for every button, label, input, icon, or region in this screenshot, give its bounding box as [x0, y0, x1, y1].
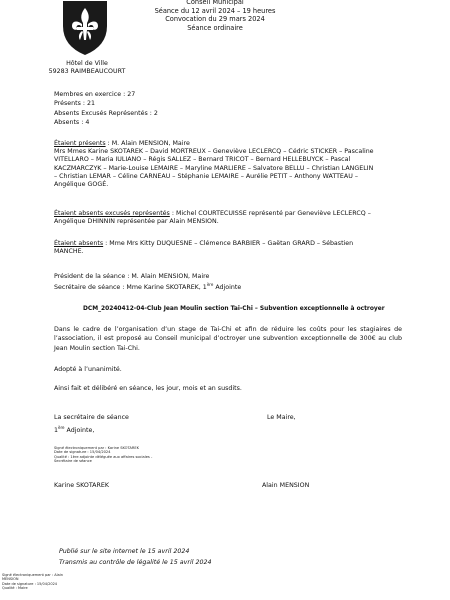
- absents-first-line: Étaient absents : Mme Mrs Kitty DUQUESNE – Clémence BARBIER – Gaëtan GRARD – Sébastien: [54, 240, 354, 247]
- presents-first-line: Étaient présents : M. Alain MENSION, Maire: [54, 140, 190, 147]
- e-signature-line: Date de signature : 15/04/2024: [54, 450, 111, 455]
- legality-transmission: Transmis au contrôle de légalité le 15 avril 2024: [59, 559, 212, 566]
- excused-count: Absents Excusés Représentés : 2: [54, 109, 158, 117]
- adopted-statement: Adopté à l’unanimité.: [54, 366, 122, 373]
- secretary-signature-title: La secrétaire de séance: [54, 414, 129, 421]
- closing-statement: Ainsi fait et délibéré en séance, les jour, mois et an susdits.: [54, 385, 242, 392]
- e-signature-line: Qualité : 1ère adjointe déléguée aux affaires sociales -: [54, 454, 153, 459]
- excused-first-line: Étaient absents excusés représentés : Michel COURTECUISSE représenté par Geneviève LECLERCQ –: [54, 210, 371, 217]
- e-signature-line: MENSION: [2, 577, 19, 582]
- secretary-signature-role: 1ère Adjointe,: [54, 425, 95, 435]
- present-count: Présents : 21: [54, 100, 96, 108]
- mayor-name: Alain MENSION: [262, 482, 310, 489]
- session-type: Séance ordinaire: [187, 23, 243, 32]
- presents-line: VITELLARO – Maria IULIANO – Régis SALLEZ – Bernard TRICOT – Bernard HELLEBUYCK – Pascal: [54, 156, 351, 164]
- council-title: Conseil Municipal: [186, 0, 244, 6]
- members-count: Membres en exercice : 27: [54, 91, 136, 98]
- presents-line: Angélique GOGÉ.: [54, 181, 109, 189]
- secretary-name: Karine SKOTAREK: [54, 482, 109, 489]
- shield-logo: [60, 0, 110, 56]
- e-signature-line: Secrétaire de séance: [54, 459, 92, 464]
- e-signature-line: Signé électroniquement par : Alain: [2, 573, 63, 577]
- presents-line: Mrs Mmes Karine SKOTAREK – David MORTREUX – Geneviève LECLERCQ – Cédric STICKER – Pascaline: [54, 148, 374, 156]
- town-hall-label: Hôtel de Ville: [66, 60, 108, 67]
- town-postal: 59283 RAIMBEAUCOURT: [48, 68, 126, 76]
- e-signature-line: Qualité : Maire: [2, 585, 28, 590]
- session-president: Président de la séance : M. Alain MENSION, Maire: [54, 273, 210, 280]
- session-date: Séance du 12 avril 2024 – 19 heures: [154, 6, 276, 15]
- presents-line: – Christian LEMAR – Céline CARNEAU – Stéphanie LEMAIRE – Aurélie PETIT – Anthony WATTEAU –: [54, 172, 358, 180]
- e-signature-line: Signé électroniquement par : Karine SKOTAREK: [54, 446, 140, 450]
- session-secretary: Secrétaire de séance : Mme Karine SKOTAREK, 1ère Adjointe: [54, 282, 242, 292]
- excused-line: Angélique DHINNIN représentée par Alain MENSION.: [54, 218, 219, 226]
- presents-line: KACZMARCZYK – Marie-Louise LEMAIRE – Maryline MARLIERE – Salvatore BELLU – Christian LANGELIN: [54, 164, 374, 172]
- absent-count: Absents : 4: [54, 118, 90, 126]
- deliberation-title: DCM_20240412-04-Club Jean Moulin section Tai-Chi – Subvention exceptionnelle à octroyer: [83, 306, 385, 312]
- mayor-signature-title: Le Maire,: [267, 414, 296, 421]
- absents-line: MANCHE.: [54, 248, 84, 256]
- e-signature-line: Date de signature : 15/04/2024: [2, 581, 58, 586]
- convocation-date: Convocation du 29 mars 2024: [165, 15, 265, 24]
- deliberation-body: Dans le cadre de l’organisation d’un stage de Tai-Chi et afin de réduire les coûts pour les stagiaires de l’association, il est proposé au Conseil municipal d’octroyer une subvention exceptionnelle de 300€ au club Jean Moulin section Tai-Chi.: [54, 326, 402, 352]
- publication-date: Publié sur le site internet le 15 avril 2024: [59, 548, 190, 555]
